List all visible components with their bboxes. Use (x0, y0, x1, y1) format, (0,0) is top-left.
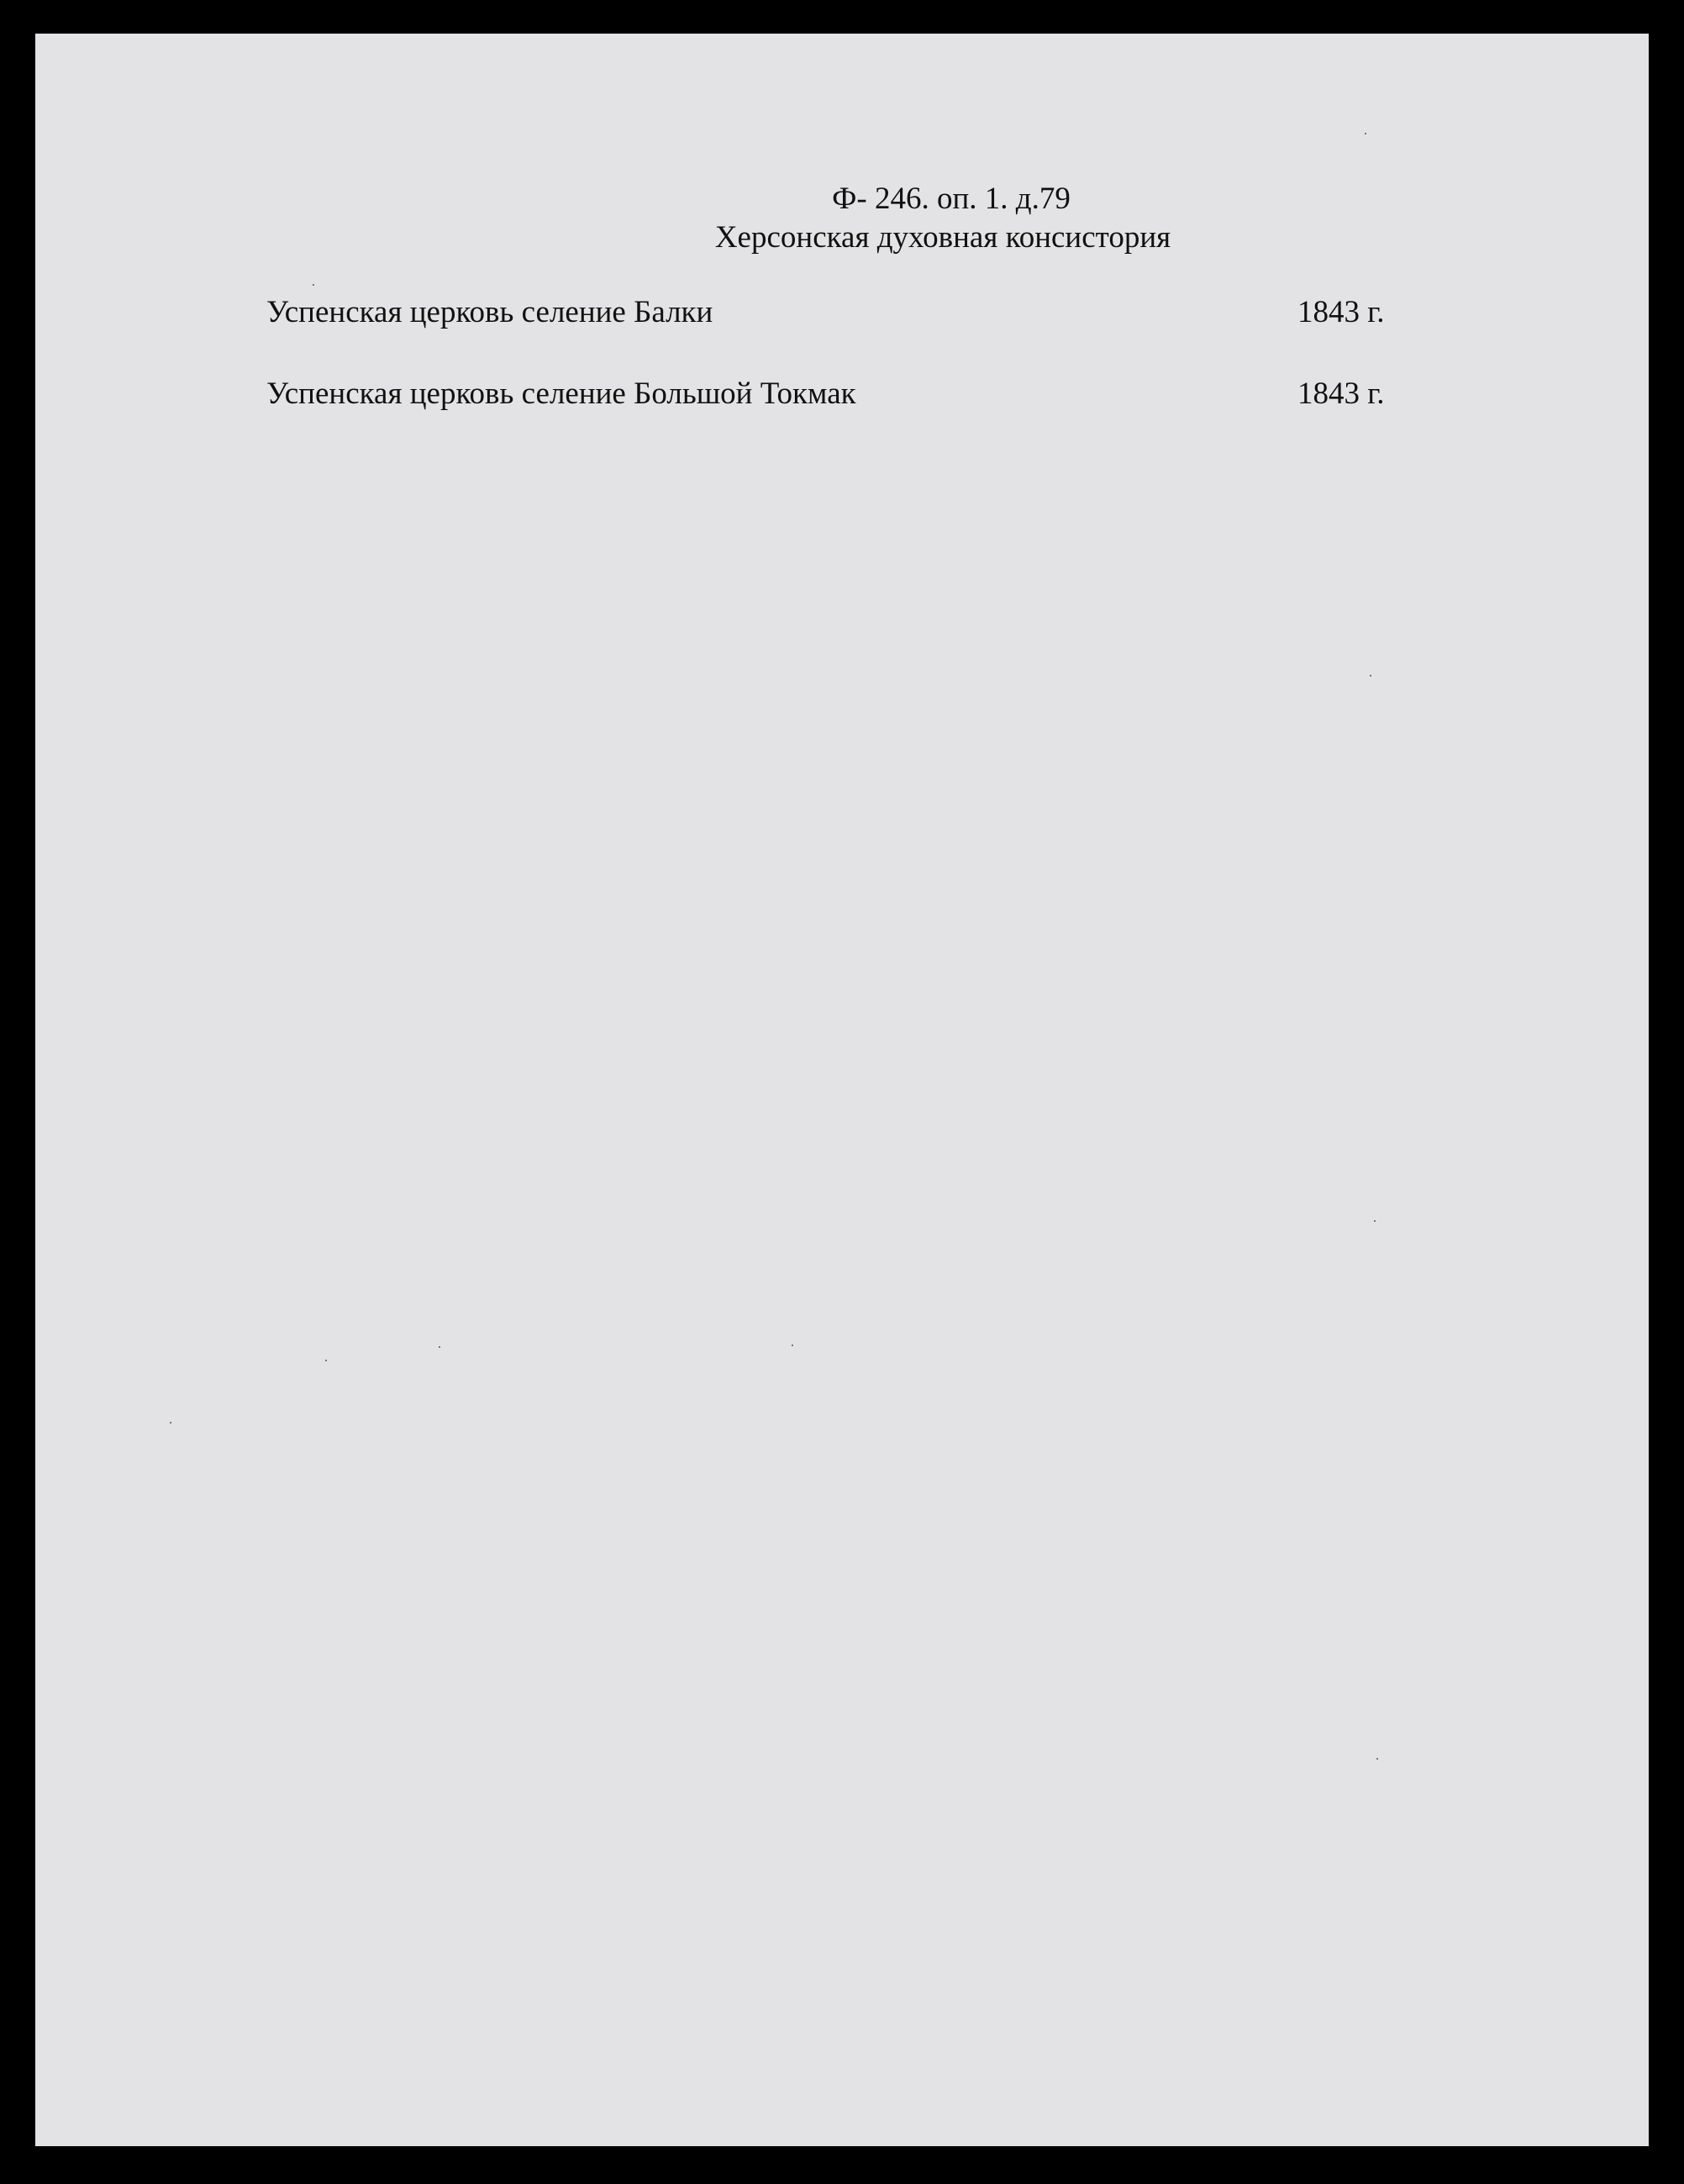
scan-speck (439, 1346, 440, 1348)
scan-speck (1370, 675, 1371, 676)
scan-speck (313, 284, 314, 286)
entry-title-1: Успенская церковь селение Балки (266, 295, 713, 329)
scan-speck (1365, 133, 1366, 134)
scan-speck (792, 1345, 793, 1346)
scan-speck (325, 1360, 327, 1361)
scan-speck (1374, 1220, 1376, 1222)
scan-speck (170, 1422, 171, 1424)
entry-year-2: 1843 г. (1297, 376, 1385, 411)
institution-name: Херсонская духовная консистория (714, 220, 1171, 255)
entry-title-2: Успенская церковь селение Большой Токмак (266, 376, 856, 411)
archive-reference: Ф- 246. оп. 1. д.79 (832, 182, 1071, 216)
scan-speck (1376, 1758, 1378, 1760)
paper-sheet (35, 34, 1649, 2146)
entry-year-1: 1843 г. (1297, 295, 1385, 329)
